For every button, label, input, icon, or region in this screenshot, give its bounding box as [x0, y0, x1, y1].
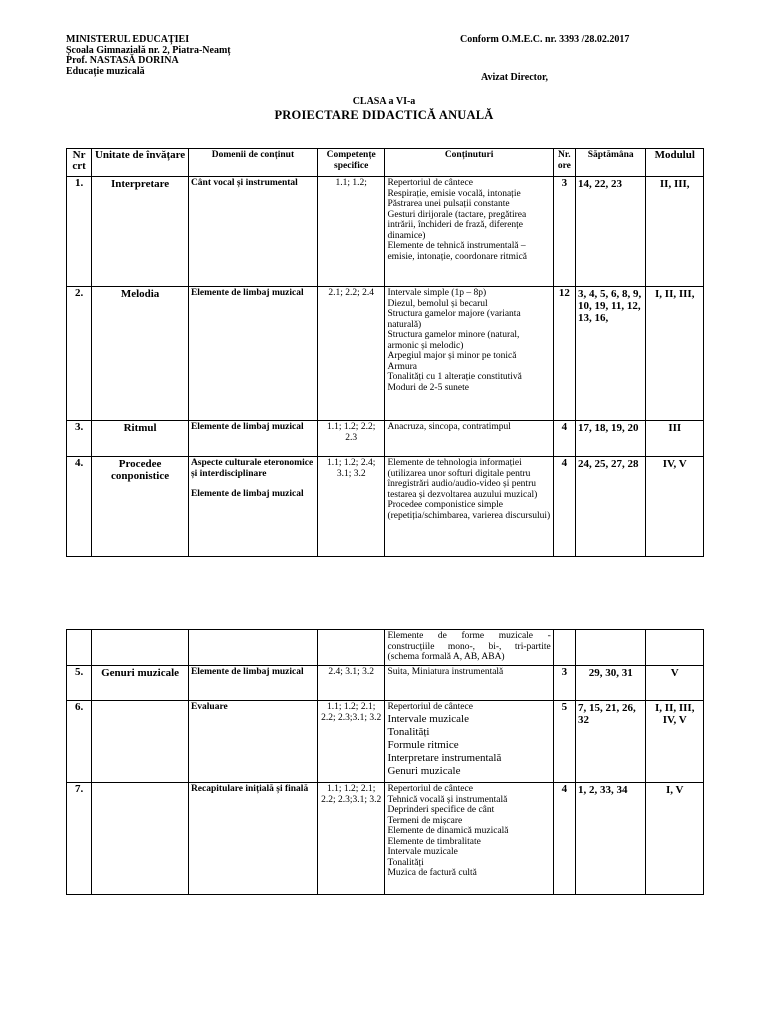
row-modul: I, V: [646, 783, 704, 895]
continut-line: Moduri de 2-5 sunete: [387, 382, 469, 393]
continut-line: Păstrarea unei pulsații constante: [387, 199, 510, 209]
row-competente: [317, 630, 385, 666]
header-saptamana: Săptămâna: [575, 149, 646, 177]
continut-line: Intervale muzicale: [387, 712, 469, 725]
approval-line: Avizat Director,: [481, 72, 549, 83]
row-domeniu: [188, 701, 317, 783]
row-modul: V: [646, 666, 704, 701]
continut-line: Tonalități: [387, 857, 424, 868]
continut-line: Repertoriul de cântece: [387, 178, 473, 188]
table-row: [67, 457, 704, 557]
row-nr: 2.: [67, 287, 92, 421]
teacher-line: Prof. NASTASĂ DORINA: [66, 55, 179, 66]
row-continuturi: [385, 666, 553, 701]
domeniu-text: Recapitulare inițială și finală: [190, 784, 309, 794]
row-domeniu: [188, 630, 317, 666]
row-domeniu: [188, 421, 317, 457]
row-ore: 3: [553, 666, 575, 701]
document-title: PROIECTARE DIDACTICĂ ANUALĂ: [274, 108, 494, 122]
table-header-row: [67, 149, 704, 177]
row-competente: 1.1; 1.2; 2.2; 2.3: [317, 421, 385, 457]
continut-line: Elemente de tehnologia informației (utilizarea unor softuri digitale pentru înregistrări audio/audio-video și pentru testarea și dezvoltarea auzului muzical): [387, 458, 538, 500]
row-unitate: Procedee conponistice: [92, 457, 189, 557]
row-modul: II, III,: [646, 177, 704, 287]
continut-line: Tonalități: [387, 725, 430, 738]
row-domeniu: [188, 177, 317, 287]
row-continuturi: [385, 177, 553, 287]
row-domeniu: [188, 457, 317, 557]
continut-line: Genuri muzicale: [387, 764, 461, 777]
table-row: [67, 287, 704, 421]
continut-line: Suita, Miniatura instrumentală: [387, 667, 504, 677]
row-unitate: Ritmul: [92, 421, 189, 457]
table-row: [67, 666, 704, 701]
row-ore: 5: [553, 701, 575, 783]
row-nr: 3.: [67, 421, 92, 457]
row-modul: I, II, III, IV, V: [646, 701, 704, 783]
row-competente: 1.1; 1.2;: [317, 177, 385, 287]
row-continuturi: [385, 421, 553, 457]
header-ore: Nr. ore: [553, 149, 575, 177]
continut-line: Muzica de factură cultă: [387, 868, 477, 878]
continut-line: Arpegiul major și minor pe tonică: [387, 351, 517, 361]
continut-line: Structura gamelor minore (natural, armonic și melodic): [387, 330, 520, 351]
table-row: [67, 177, 704, 287]
row-saptamana: 17, 18, 19, 20: [575, 421, 646, 457]
continut-line: Intervale muzicale: [387, 847, 458, 857]
domeniu-text: Cânt vocal și instrumental: [190, 178, 298, 188]
row-unitate: Interpretare: [92, 177, 189, 287]
continut-line: Diezul, bemolul și becarul: [387, 298, 488, 309]
header-nr: Nr crt: [67, 149, 92, 177]
continut-line: Tehnică vocală și instrumentală: [387, 794, 508, 805]
continut-line: Elemente de tehnică instrumentală – emisie, intonație, coordonare ritmică: [387, 241, 527, 262]
continut-line: Structura gamelor majore (varianta naturală): [387, 309, 521, 330]
row-continuturi: [385, 457, 553, 557]
domeniu-text: Evaluare: [190, 702, 228, 712]
row-competente: 1.1; 1.2; 2.1; 2.2; 2.3;3.1; 3.2: [317, 783, 385, 895]
row-nr: 4.: [67, 457, 92, 557]
continut-line: Elemente de forme muzicale - construcțiile mono-, bi-, tri-partite (schema formală A, AB, ABA): [387, 631, 551, 662]
domeniu-text: Elemente de limbaj muzical: [190, 667, 304, 677]
row-unitate: [92, 701, 189, 783]
planning-table-part1: [66, 148, 704, 557]
row-ore: 4: [553, 457, 575, 557]
row-nr: 1.: [67, 177, 92, 287]
row-continuturi: [385, 630, 553, 666]
row-domeniu: [188, 783, 317, 895]
row-ore: [553, 630, 575, 666]
table-row: [67, 421, 704, 457]
continut-line: Repertoriul de cântece: [387, 702, 473, 712]
row-unitate: Melodia: [92, 287, 189, 421]
continut-line: Deprinderi specifice de cânt: [387, 805, 495, 815]
row-competente: 1.1; 1.2; 2.1; 2.2; 2.3;3.1; 3.2: [317, 701, 385, 783]
header-continuturi: Conținuturi: [385, 149, 553, 177]
row-continuturi: [385, 287, 553, 421]
row-saptamana: 14, 22, 23: [575, 177, 646, 287]
continut-line: Repertoriul de cântece: [387, 784, 473, 794]
institution-header: [66, 35, 231, 77]
row-nr: 5.: [67, 666, 92, 701]
continut-line: Termeni de mișcare: [387, 815, 463, 826]
header-unitate: Unitate de învățare: [92, 149, 189, 177]
row-modul: [646, 630, 704, 666]
row-modul: III: [646, 421, 704, 457]
continut-line: Formule ritmice: [387, 738, 459, 751]
continut-line: Respirație, emisie vocală, intonație: [387, 188, 521, 199]
row-unitate: [92, 630, 189, 666]
row-continuturi: [385, 701, 553, 783]
row-nr: [67, 630, 92, 666]
table-row: [67, 783, 704, 895]
row-domeniu: [188, 287, 317, 421]
continut-line: Intervale simple (1p – 8p): [387, 288, 487, 298]
ministry-line: MINISTERUL EDUCAȚIEI: [66, 34, 190, 45]
row-saptamana: 24, 25, 27, 28: [575, 457, 646, 557]
continut-line: Armura: [387, 361, 417, 372]
row-saptamana: 7, 15, 21, 26, 32: [575, 701, 646, 783]
continut-line: Gesturi dirijorale (tactare, pregătirea intrării, închideri de frază, diferențe dinamice): [387, 209, 527, 241]
row-modul: I, II, III,: [646, 287, 704, 421]
header-competente: Competențe specifice: [317, 149, 385, 177]
order-reference: Conform O.M.E.C. nr. 3393 /28.02.2017: [460, 34, 630, 45]
domeniu-text: Elemente de limbaj muzical: [190, 489, 304, 499]
table-row: [67, 630, 704, 666]
row-saptamana: 29, 30, 31: [575, 666, 646, 701]
domeniu-text: Elemente de limbaj muzical: [190, 422, 304, 432]
row-domeniu: [188, 666, 317, 701]
row-ore: 3: [553, 177, 575, 287]
class-title: CLASA a VI-a: [352, 96, 416, 107]
continut-line: Procedee componistice simple (repetiția/schimbarea, varierea discursului): [387, 500, 551, 521]
header-domenii: Domenii de conținut: [188, 149, 317, 177]
row-ore: 4: [553, 421, 575, 457]
row-competente: 2.1; 2.2; 2.4: [317, 287, 385, 421]
row-nr: 6.: [67, 701, 92, 783]
row-continuturi: [385, 783, 553, 895]
continut-line: Elemente de dinamică muzicală: [387, 826, 509, 836]
domeniu-text: Aspecte culturale eteronomice și interdisciplinare: [190, 458, 314, 479]
row-unitate: [92, 783, 189, 895]
row-modul: IV, V: [646, 457, 704, 557]
row-ore: 4: [553, 783, 575, 895]
row-ore: 12: [553, 287, 575, 421]
row-saptamana: 3, 4, 5, 6, 8, 9, 10, 19, 11, 12, 13, 16,: [575, 287, 646, 421]
row-saptamana: 1, 2, 33, 34: [575, 783, 646, 895]
continut-line: Interpretare instrumentală: [387, 751, 502, 764]
continut-line: Anacruza, sincopa, contratimpul: [387, 422, 511, 432]
continut-line: Tonalități cu 1 alterație constitutivă: [387, 372, 522, 382]
row-competente: 2.4; 3.1; 3.2: [317, 666, 385, 701]
table-row: [67, 701, 704, 783]
row-nr: 7.: [67, 783, 92, 895]
school-line: Școala Gimnazială nr. 2, Piatra-Neamț: [66, 44, 231, 56]
row-unitate: Genuri muzicale: [92, 666, 189, 701]
subject-line: Educație muzicală: [66, 65, 145, 77]
domeniu-text: Elemente de limbaj muzical: [190, 288, 304, 298]
header-modul: Modulul: [646, 149, 704, 177]
continut-line: Elemente de timbralitate: [387, 836, 481, 847]
planning-table-part2: [66, 629, 704, 895]
row-competente: 1.1; 1.2; 2.4; 3.1; 3.2: [317, 457, 385, 557]
row-saptamana: [575, 630, 646, 666]
